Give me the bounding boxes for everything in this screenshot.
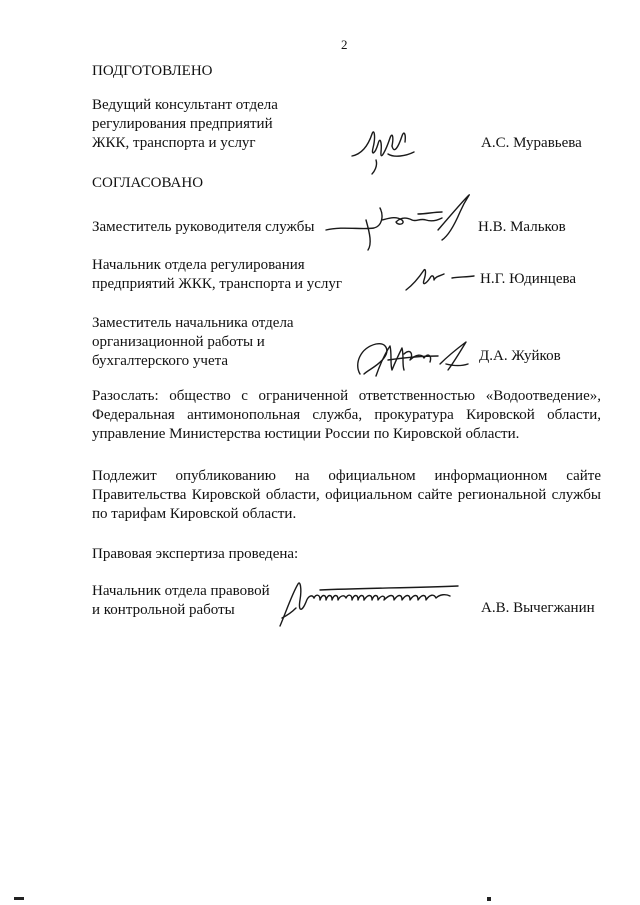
distribution-line: Разослать: общество с ограниченной ответственностью «Водоотведение», [92,388,601,404]
signature-zhuykov [350,334,472,382]
agreed-signer-1-name: Н.В. Мальков [478,219,566,235]
legal-review-position [92,582,270,620]
position-line: предприятий ЖКК, транспорта и услуг [92,276,343,292]
position-line: организационной работы и [92,334,265,350]
agreed-signer-2-name: Н.Г. Юдинцева [480,271,577,287]
position-line: ЖКК, транспорта и услуг [92,135,256,151]
position-line: бухгалтерского учета [92,353,229,369]
position-line: Ведущий консультант отдела [92,97,278,113]
agreed-signer-3-name: Д.А. Жуйков [479,348,561,364]
publication-paragraph [92,467,601,524]
prepared-heading: ПОДГОТОВЛЕНО [92,63,213,79]
signature-vychegzhanin [272,578,462,630]
position-line: Заместитель руководителя службы [92,219,315,235]
agreed-signer-3-position [92,314,294,371]
signature-malkov [322,190,472,252]
page-number: 2 [341,37,348,52]
position-line: Заместитель начальника отдела [92,315,294,331]
agreed-signer-2-position [92,256,342,294]
scan-mark [487,897,491,901]
signature-muravyeva [348,124,418,176]
distribution-line: управление Министерства юстиции России по Кировской области. [92,426,520,442]
position-line: Начальник отдела регулирования [92,257,305,273]
distribution-line: Федеральная антимонопольная служба, прокуратура Кировской области, [92,407,601,423]
scan-mark [14,897,24,900]
publication-line: по тарифам Кировской области. [92,506,297,522]
agreed-heading: СОГЛАСОВАНО [92,175,204,191]
position-line: и контрольной работы [92,602,235,618]
legal-review-signer-name: А.В. Вычегжанин [481,600,595,616]
agreed-signer-1-position [92,218,314,237]
position-line: Начальник отдела правовой [92,583,270,599]
publication-line: Подлежит опубликованию на официальном информационном сайте [92,468,601,484]
position-line: регулирования предприятий [92,116,273,132]
legal-review-heading: Правовая экспертиза проведена: [92,546,299,562]
signature-yudintseva [404,266,476,294]
distribution-paragraph [92,387,601,444]
prepared-signer-name: А.С. Муравьева [481,135,582,151]
prepared-position [92,96,278,153]
publication-line: Правительства Кировской области, официальном сайте региональной службы [92,487,601,503]
